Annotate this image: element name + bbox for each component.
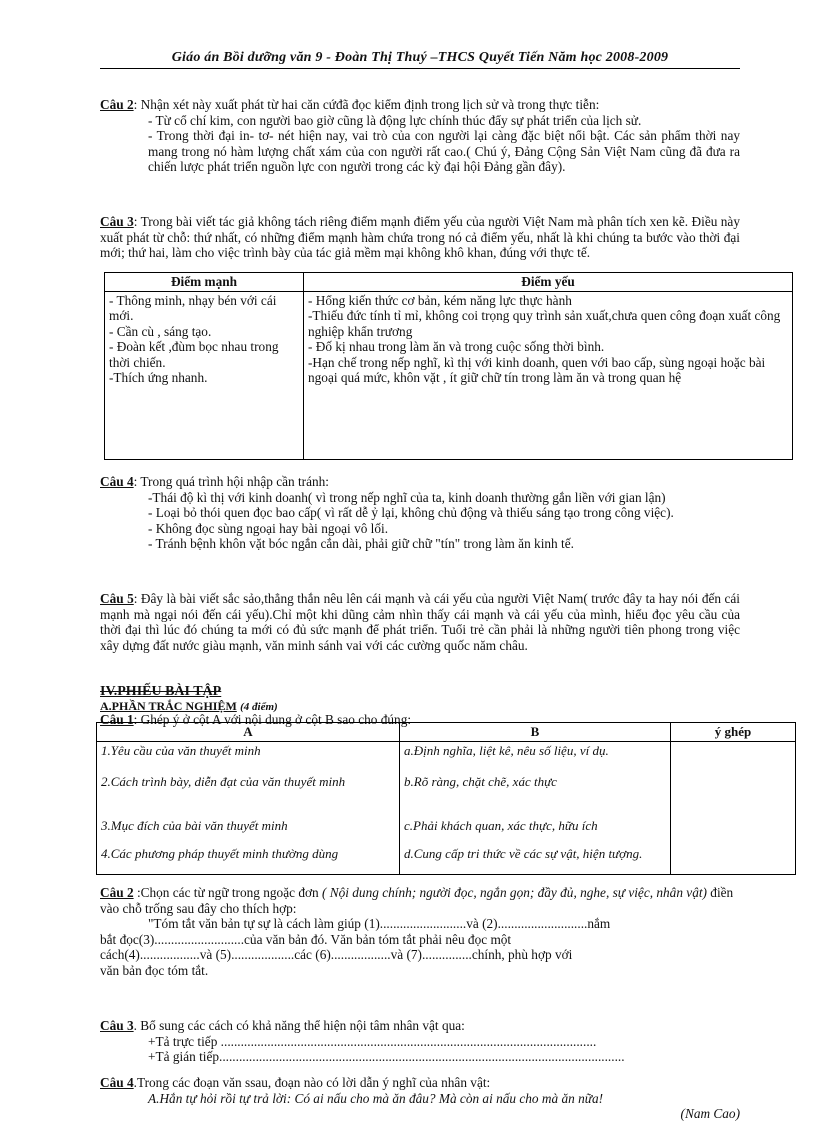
table1-header-weakness: Điểm yếu: [304, 273, 793, 292]
cau2b-line: "Tóm tắt văn bản tự sự là cách làm giúp (1)..........................và (2)...........................nắm: [148, 916, 611, 931]
strength-item: - Thông minh, nhạy bén với cái mới.: [109, 292, 277, 323]
cau2-point-1: - Từ cổ chí kim, con người bao giờ cũng là động lực chính thúc đẩy sự phát triển của lịch sử.: [148, 112, 642, 128]
cau4-item: -Thái độ kì thị với kinh doanh( vì trong nếp nghĩ của ta, kinh doanh thường gắn liền với gian lận): [148, 489, 666, 505]
cau4-label: Câu 4: [100, 474, 134, 489]
cau2b-intro: :Chọn các từ ngữ trong ngoặc đơn: [133, 885, 319, 900]
section4-subtitle: A.PHẦN TRẮC NGHIỆM: [100, 698, 237, 713]
cau4-block: [100, 474, 740, 552]
cau2-point-2: - Trong thời đại in- tơ- nét hiện nay, vai trò của con người lại càng đặc biệt nổi bật. Các sản phẩm thời nay mang trong nó hàm lượng chất xám của con người rất cao.( Chú ý, Đảng Cộng Sản Việt Nam cũng đã đưa ra chiến lược phát triển nguồn lực con người trong các kỳ đại hội Đảng gần đây).: [148, 128, 740, 174]
weakness-item: - Hổng kiến thức cơ bản, kém năng lực thực hành: [308, 292, 572, 308]
cau2b-rest: điền vào chỗ trống sau đây cho thích hợp:: [100, 885, 734, 916]
cau2-label: Câu 2: [100, 97, 134, 112]
column-b-cell: [400, 741, 671, 874]
cau2b-label: Câu 2: [100, 885, 134, 900]
section4-title: IV.PHIẾU BÀI TẬP: [100, 684, 222, 699]
cau3b-line-direct: +Tả trực tiếp .................................................................................................................: [148, 1033, 597, 1049]
column-a-item: 2.Cách trình bày, diễn đạt của văn thuyết minh: [101, 773, 346, 789]
column-a-item: 3.Mục đích của bài văn thuyết minh: [101, 817, 288, 833]
strength-item: -Thích ứng nhanh.: [109, 370, 208, 385]
cau4b-block: [100, 1075, 740, 1122]
cau2-block: [100, 97, 740, 175]
answer-cell[interactable]: [671, 741, 796, 874]
cau2-intro: : Nhận xét này xuất phát từ hai căn cứđã đọc kiểm định trong lịch sử và trong thực tiễn:: [133, 97, 600, 112]
cau4-item: - Không đọc sùng ngoại hay bài ngoại vô lối.: [148, 520, 389, 536]
page-header: Giáo án Bồi dưỡng văn 9 - Đoàn Thị Thuý –THCS Quyết Tiến Năm học 2008-2009: [100, 50, 740, 69]
column-a-cell: [97, 741, 400, 874]
weakness-item: -Hạn chế trong nếp nghĩ, kì thị với kinh doanh, quen với bao cấp, sùng ngoại hoặc bài ngoại quá mức, khôn vặt , ít giữ chữ tín trong làm ăn và trong quan hệ: [308, 354, 766, 385]
table2-header-b: B: [400, 723, 671, 742]
weakness-item: - Đố kị nhau trong làm ăn và trong cuộc sống thời bình.: [308, 339, 605, 354]
cau2b-line: văn bản đọc tóm tắt.: [100, 962, 209, 978]
column-a-item: 1.Yêu cầu của văn thuyết minh: [101, 742, 261, 758]
section4-block: [100, 684, 740, 726]
cau3b-block: [100, 1018, 740, 1065]
cau4-item: - Tránh bệnh khôn vặt bóc ngắn cắn dài, phải giữ chữ "tín" trong làm ăn kinh tế.: [148, 536, 574, 551]
table2-header-a: A: [97, 723, 400, 742]
cau4b-label: Câu 4: [100, 1075, 134, 1090]
strength-weakness-table: [104, 272, 793, 460]
strength-item: - Cần cù , sáng tạo.: [109, 323, 212, 339]
cau4b-quote: A.Hắn tự hỏi rồi tự trả lời: Có ai nấu cho mà ăn đâu? Mà còn ai nấu cho mà ăn nữa!: [148, 1090, 604, 1106]
cau5-text: : Đây là bài viết sắc sảo,thẳng thắn nêu lên cái mạnh và cái yếu của người Việt Nam( trước đây ta hay nói đến cái mạnh mà ngại nói đến cái yếu).Chỉ một khi dũng cảm nhìn thấy cái mạnh và cái yếu của mình, hiểu đọc yêu cầu của thời đại thì lúc đó chúng ta mới có đủ sức mạnh để phát triển. Tuổi trẻ cần phải là những người tiên phong trong việc xây dựng đất nước giàu mạnh, văn minh sánh vai với các cường quốc năm châu.: [100, 591, 740, 653]
cau4b-intro: .Trong các đoạn văn ssau, đoạn nào có lời dẫn ý nghĩ của nhân vật:: [133, 1075, 491, 1090]
strength-item: - Đoàn kết ,đùm bọc nhau trong thời chiến.: [109, 339, 279, 370]
cau2b-line: bắt đọc(3)...........................của văn bản đó. Văn bản tóm tắt phải nêu đọc một: [100, 931, 512, 947]
table1-header-strength: Điểm mạnh: [105, 273, 304, 292]
cau2b-block: [100, 885, 740, 978]
cau1-label: Câu 1: [100, 711, 134, 727]
cau2b-options: ( Nội dung chính; người đọc, ngắn gọn; đầy đủ, nghe, sự việc, nhân vật): [318, 885, 707, 900]
column-a-item: 4.Các phương pháp thuyết minh thường dùng: [101, 845, 339, 861]
weakness-item: -Thiếu đức tính tỉ mỉ, không coi trọng quy trình sản xuất,chưa quen công đoạn xuất công nghiệp khẩn trương: [308, 308, 781, 339]
table2-header-answer: ý ghép: [671, 723, 796, 742]
cau3b-line-indirect: +Tả gián tiếp..........................................................................................................................: [148, 1049, 625, 1064]
cau4-item: - Loại bỏ thói quen đọc bao cấp( vì rất dễ ỷ lại, không chủ động và thiếu sáng tạo trong công việc).: [148, 505, 674, 520]
column-b-item: d.Cung cấp tri thức về các sự vật, hiện tượng.: [404, 845, 643, 861]
cau2b-line: cách(4)..................và (5)...................các (6)..................và (7)...............chính, phù hợp với: [100, 947, 573, 962]
column-b-item: b.Rõ ràng, chặt chẽ, xác thực: [404, 773, 557, 789]
cau3-text: : Trong bài viết tác giả không tách riêng điểm mạnh điểm yếu của người Việt Nam mà phân tích xen kẽ. Điều này xuất phát từ chỗ: thứ nhất, có những điểm mạnh hàm chứa trong nó cả điểm yếu, nhất là khi chúng ta bước vào thời đại mới; thứ hai, làm cho việc trình bày của tác giả mềm mại không khô khan, đúng với thực tế.: [100, 214, 740, 260]
cau1-text: : Ghép ý ở cột A với nội dung ở cột B sao cho đúng:: [133, 711, 412, 727]
column-b-item: c.Phải khách quan, xác thực, hữu ích: [404, 817, 598, 833]
weaknesses-cell: [304, 291, 793, 459]
cau5-label: Câu 5: [100, 591, 134, 606]
cau5-block: [100, 591, 740, 653]
cau3b-intro: . Bổ sung các cách có khả năng thể hiện nội tâm nhân vật qua:: [133, 1018, 465, 1033]
column-b-item: a.Định nghĩa, liệt kê, nêu số liệu, ví dụ.: [404, 742, 609, 758]
cau3b-label: Câu 3: [100, 1018, 134, 1033]
matching-table: [96, 722, 796, 875]
strengths-cell: [105, 291, 304, 459]
cau3-label: Câu 3: [100, 214, 134, 229]
cau3-block: [100, 214, 740, 261]
section4-points: (4 điểm): [240, 700, 278, 713]
cau4b-author: (Nam Cao): [680, 1106, 740, 1121]
cau4-intro: : Trong quá trình hội nhập cần tránh:: [133, 474, 329, 489]
